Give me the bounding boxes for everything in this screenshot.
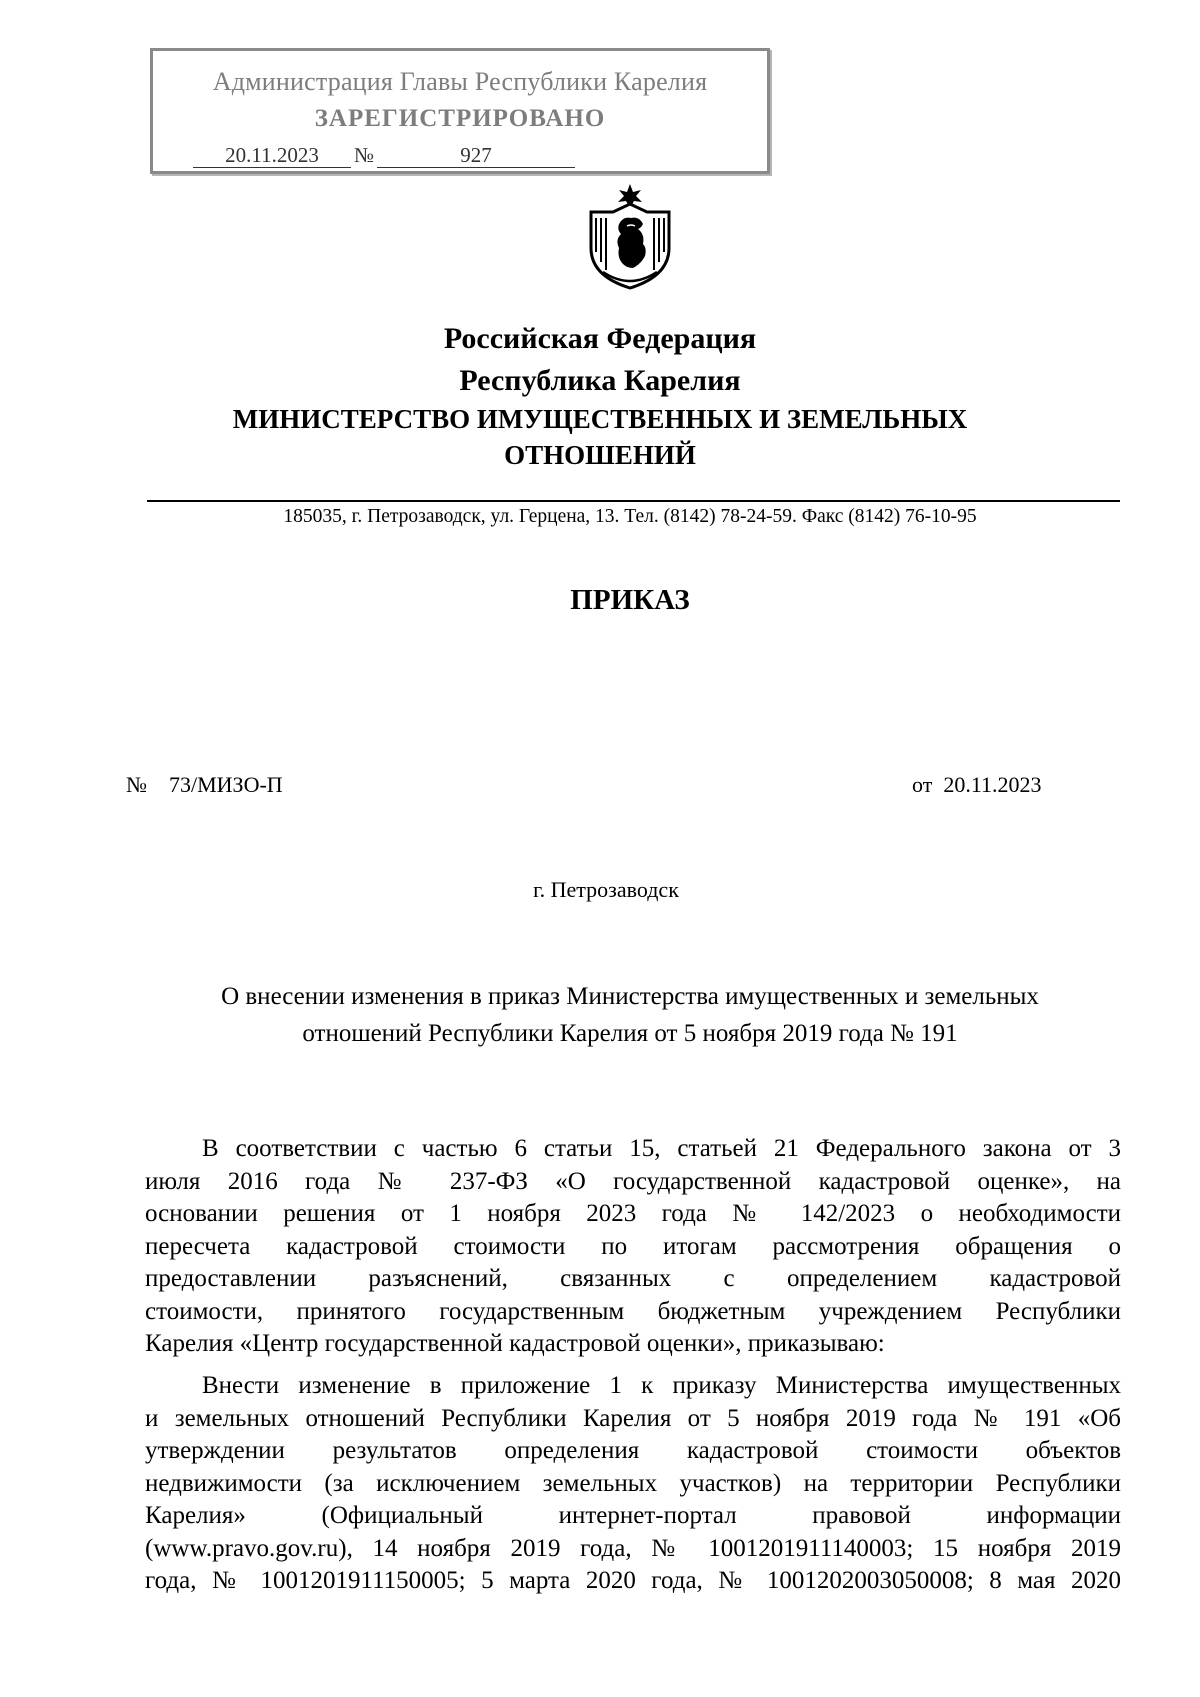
paragraph-line: В соответствии с частью 6 статьи 15, статьей 21 Федерального закона от 3 bbox=[202, 1135, 1121, 1162]
stamp-registration-row bbox=[193, 143, 575, 168]
document-date bbox=[912, 772, 1042, 798]
document-city: г. Петрозаводск bbox=[533, 877, 679, 902]
paragraph-line: недвижимости (за исключением земельных участков) на территории Республики bbox=[145, 1469, 1121, 1497]
header-ministry-line2: ОТНОШЕНИЙ bbox=[504, 440, 696, 470]
stamp-number: 927 bbox=[377, 143, 575, 168]
document-number-sign: № bbox=[126, 772, 147, 797]
header-country: Российская Федерация bbox=[443, 322, 757, 355]
subject-line: О внесении изменения в приказ Министерства имущественных и земельных bbox=[221, 983, 1039, 1010]
paragraph-line: Карелия» (Официальный интернет-портал правовой информации bbox=[145, 1502, 1121, 1529]
registration-stamp bbox=[150, 48, 770, 174]
subject-line: отношений Республики Карелия от 5 ноября 2019 года № 191 bbox=[302, 1020, 958, 1047]
stamp-number-sign: № bbox=[353, 143, 375, 167]
paragraph-line: и земельных отношений Республики Карелия от 5 ноября 2019 года № 191 «Об bbox=[145, 1404, 1121, 1432]
paragraph-line: года, № 1001201911150005; 5 марта 2020 года, № 1001202003050008; 8 мая 2020 bbox=[145, 1567, 1121, 1594]
document-subject bbox=[130, 978, 1130, 1052]
header-republic: Республика Карелия bbox=[459, 364, 741, 397]
document-number bbox=[126, 772, 283, 798]
paragraph-line: основании решения от 1 ноября 2023 года № 142/2023 о необходимости bbox=[145, 1200, 1121, 1227]
header-ministry-line1: МИНИСТЕРСТВО ИМУЩЕСТВЕННЫХ И ЗЕМЕЛЬНЫХ bbox=[232, 404, 968, 434]
stamp-date: 20.11.2023 bbox=[193, 143, 351, 168]
paragraph-line: июля 2016 года № 237-ФЗ «О государственной кадастровой оценке», на bbox=[145, 1167, 1121, 1195]
karelia-coat-of-arms-icon bbox=[583, 182, 677, 290]
document-date-value: 20.11.2023 bbox=[943, 772, 1042, 797]
paragraph-line: предоставлении разъяснений, связанных с определением кадастровой bbox=[145, 1265, 1121, 1292]
paragraph-line: Карелия «Центр государственной кадастровой оценки», приказываю: bbox=[145, 1330, 885, 1357]
paragraph-line: пересчета кадастровой стоимости по итогам рассмотрения обращения о bbox=[145, 1232, 1121, 1260]
body-paragraph-1 bbox=[145, 1133, 1121, 1361]
document-type: ПРИКАЗ bbox=[570, 584, 690, 616]
document-date-prefix: от bbox=[912, 772, 933, 797]
stamp-status: ЗАРЕГИСТРИРОВАНО bbox=[314, 105, 606, 132]
paragraph-line: (www.pravo.gov.ru), 14 ноября 2019 года, № 1001201911140003; 15 ноября 2019 bbox=[145, 1534, 1121, 1562]
header-divider bbox=[147, 500, 1120, 502]
paragraph-line: утверждении результатов определения кадастровой стоимости объектов bbox=[145, 1437, 1121, 1464]
header-address: 185035, г. Петрозаводск, ул. Герцена, 13. Тел. (8142) 78-24-59. Факс (8142) 76-10-95 bbox=[283, 506, 977, 527]
paragraph-line: стоимости, принятого государственным бюджетным учреждением Республики bbox=[145, 1297, 1121, 1325]
paragraph-line: Внести изменение в приложение 1 к приказу Министерства имущественных bbox=[202, 1372, 1121, 1399]
body-paragraph-2 bbox=[145, 1370, 1121, 1598]
stamp-organization: Администрация Главы Республики Карелия bbox=[212, 67, 708, 96]
document-number-value: 73/МИЗО-П bbox=[169, 772, 283, 797]
